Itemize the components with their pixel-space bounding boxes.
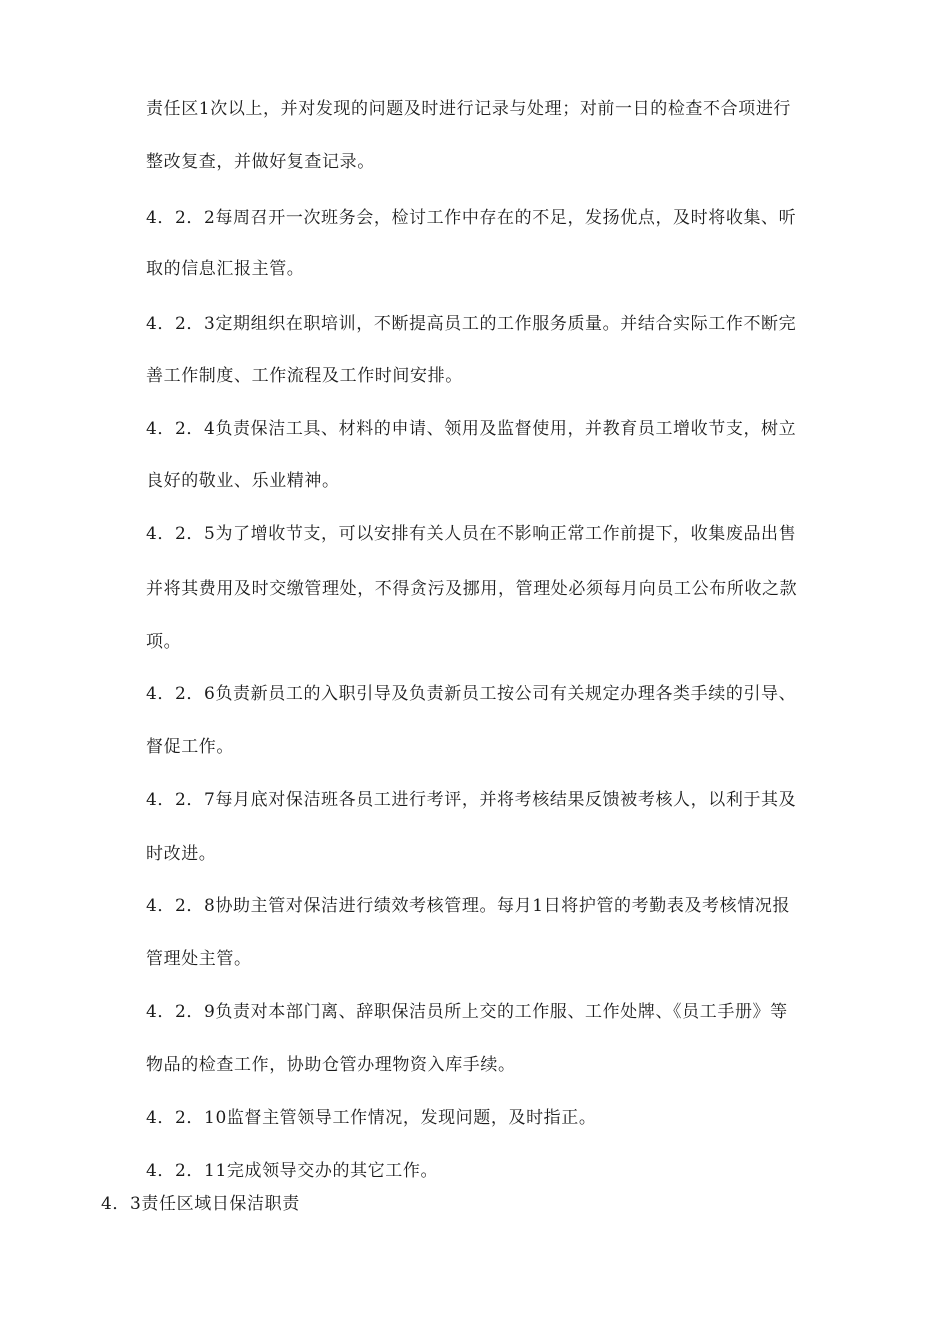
- text-line: 督促工作。: [146, 737, 234, 757]
- text-line: 4．2．2每周召开一次班务会，检讨工作中存在的不足，发扬优点，及时将收集、听: [146, 208, 797, 228]
- text-line: 4．2．11完成领导交办的其它工作。: [146, 1161, 439, 1181]
- text-line: 整改复查，并做好复查记录。: [146, 152, 375, 172]
- section-heading: 4．3责任区域日保洁职责: [101, 1194, 300, 1214]
- text-line: 4．2．5为了增收节支，可以安排有关人员在不影响正常工作前提下，收集废品出售: [146, 524, 797, 544]
- text-line: 4．2．10监督主管领导工作情况，发现问题，及时指正。: [146, 1108, 597, 1128]
- text-line: 4．2．3定期组织在职培训，不断提高员工的工作服务质量。并结合实际工作不断完: [146, 314, 797, 334]
- text-line: 4．2．9负责对本部门离、辞职保洁员所上交的工作服、工作处牌、《员工手册》等: [146, 1002, 788, 1022]
- text-line: 4．2．4负责保洁工具、材料的申请、领用及监督使用，并教育员工增收节支，树立: [146, 419, 797, 439]
- text-line: 物品的检查工作，协助仓管办理物资入库手续。: [146, 1055, 516, 1075]
- text-line: 4．2．7每月底对保洁班各员工进行考评，并将考核结果反馈被考核人，以利于其及: [146, 790, 797, 810]
- text-line: 项。: [146, 632, 182, 652]
- text-line: 时改进。: [146, 844, 217, 864]
- text-line: 责任区1次以上，并对发现的问题及时进行记录与处理；对前一日的检查不合项进行: [146, 99, 792, 119]
- text-line: 善工作制度、工作流程及工作时间安排。: [146, 366, 463, 386]
- text-line: 良好的敬业、乐业精神。: [146, 471, 340, 491]
- text-line: 管理处主管。: [146, 949, 252, 969]
- text-line: 4．2．6负责新员工的入职引导及负责新员工按公司有关规定办理各类手续的引导、: [146, 684, 797, 704]
- text-line: 4．2．8协助主管对保洁进行绩效考核管理。每月1日将护管的考勤表及考核情况报: [146, 896, 791, 916]
- text-line: 并将其费用及时交缴管理处，不得贪污及挪用，管理处必须每月向员工公布所收之款: [146, 579, 798, 599]
- text-line: 取的信息汇报主管。: [146, 259, 305, 279]
